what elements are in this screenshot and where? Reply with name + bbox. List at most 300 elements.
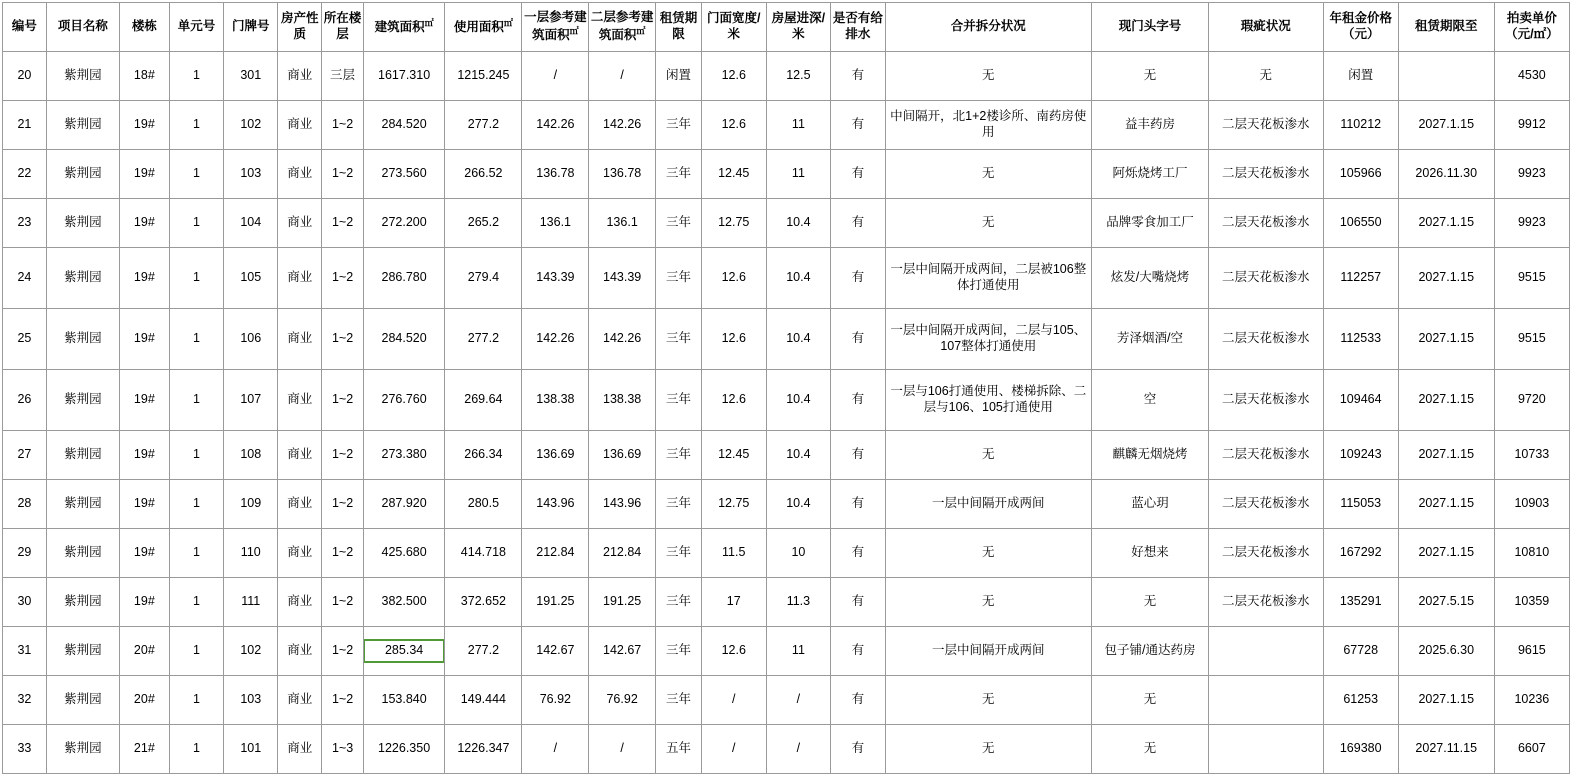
header-depth[interactable]: 房屋进深/米: [766, 3, 831, 52]
cell-door[interactable]: 106: [224, 309, 278, 370]
cell-depth[interactable]: /: [766, 676, 831, 725]
cell-no[interactable]: 33: [3, 725, 47, 774]
cell-door[interactable]: 110: [224, 529, 278, 578]
cell-build-area[interactable]: 1226.350: [363, 725, 444, 774]
cell-f2-area[interactable]: 136.69: [589, 431, 656, 480]
cell-use-area[interactable]: 269.64: [445, 370, 522, 431]
cell-building[interactable]: 19#: [119, 309, 169, 370]
cell-floor[interactable]: 1~2: [322, 370, 364, 431]
cell-floor[interactable]: 1~2: [322, 150, 364, 199]
cell-use-area[interactable]: 266.34: [445, 431, 522, 480]
cell-use-area[interactable]: 280.5: [445, 480, 522, 529]
cell-no[interactable]: 23: [3, 199, 47, 248]
cell-project[interactable]: 紫荆园: [46, 578, 119, 627]
cell-no[interactable]: 31: [3, 627, 47, 676]
cell-door[interactable]: 109: [224, 480, 278, 529]
cell-unit[interactable]: 1: [169, 150, 223, 199]
cell-depth[interactable]: 10.4: [766, 309, 831, 370]
cell-annual-rent[interactable]: 112257: [1323, 248, 1398, 309]
cell-f2-area[interactable]: 136.78: [589, 150, 656, 199]
cell-use-area[interactable]: 266.52: [445, 150, 522, 199]
cell-unit-price[interactable]: 10236: [1494, 676, 1569, 725]
cell-no[interactable]: 32: [3, 676, 47, 725]
cell-building[interactable]: 19#: [119, 431, 169, 480]
cell-build-area[interactable]: 272.200: [363, 199, 444, 248]
header-f1-area[interactable]: [522, 3, 589, 52]
cell-merge-split[interactable]: 无: [885, 431, 1092, 480]
cell-f1-area[interactable]: 143.96: [522, 480, 589, 529]
header-unit-price[interactable]: 拍卖单价（元/㎡）: [1494, 3, 1569, 52]
cell-merge-split[interactable]: 无: [885, 578, 1092, 627]
cell-lease-until[interactable]: 2027.1.15: [1398, 248, 1494, 309]
header-build-area[interactable]: [363, 3, 444, 52]
cell-unit-price[interactable]: 10810: [1494, 529, 1569, 578]
header-width[interactable]: 门面宽度/米: [701, 3, 766, 52]
cell-unit-price[interactable]: 10359: [1494, 578, 1569, 627]
cell-build-area[interactable]: 1617.310: [363, 52, 444, 101]
cell-build-area[interactable]: 286.780: [363, 248, 444, 309]
cell-nature[interactable]: 商业: [278, 52, 322, 101]
cell-lease-term[interactable]: 三年: [656, 431, 702, 480]
cell-unit-price[interactable]: 9515: [1494, 248, 1569, 309]
cell-width[interactable]: 12.75: [701, 199, 766, 248]
cell-lease-term[interactable]: 三年: [656, 309, 702, 370]
cell-annual-rent[interactable]: 109464: [1323, 370, 1398, 431]
cell-lease-term[interactable]: 三年: [656, 480, 702, 529]
cell-floor[interactable]: 1~2: [322, 578, 364, 627]
cell-unit-price[interactable]: 10733: [1494, 431, 1569, 480]
cell-f2-area[interactable]: 136.1: [589, 199, 656, 248]
table-row[interactable]: [3, 480, 1570, 529]
cell-unit-price[interactable]: 9615: [1494, 627, 1569, 676]
cell-signboard[interactable]: 炫发/大嘴烧烤: [1092, 248, 1209, 309]
cell-defect[interactable]: 无: [1208, 52, 1323, 101]
cell-floor[interactable]: 1~2: [322, 480, 364, 529]
cell-building[interactable]: 19#: [119, 248, 169, 309]
cell-f1-area[interactable]: 191.25: [522, 578, 589, 627]
cell-unit[interactable]: 1: [169, 309, 223, 370]
table-row[interactable]: [3, 725, 1570, 774]
cell-build-area[interactable]: 153.840: [363, 676, 444, 725]
cell-defect[interactable]: 二层天花板渗水: [1208, 309, 1323, 370]
cell-building[interactable]: 20#: [119, 676, 169, 725]
cell-width[interactable]: 12.45: [701, 431, 766, 480]
cell-nature[interactable]: 商业: [278, 199, 322, 248]
cell-nature[interactable]: 商业: [278, 248, 322, 309]
cell-unit-price[interactable]: 6607: [1494, 725, 1569, 774]
cell-annual-rent[interactable]: 169380: [1323, 725, 1398, 774]
cell-signboard[interactable]: 无: [1092, 725, 1209, 774]
cell-f1-area[interactable]: 136.1: [522, 199, 589, 248]
cell-use-area[interactable]: 279.4: [445, 248, 522, 309]
cell-width[interactable]: 12.6: [701, 248, 766, 309]
cell-f2-area[interactable]: 142.26: [589, 101, 656, 150]
cell-lease-until[interactable]: 2027.1.15: [1398, 309, 1494, 370]
cell-lease-term[interactable]: 闲置: [656, 52, 702, 101]
cell-water[interactable]: 有: [831, 248, 885, 309]
cell-unit[interactable]: 1: [169, 370, 223, 431]
cell-floor[interactable]: 1~2: [322, 627, 364, 676]
header-no[interactable]: 编号: [3, 3, 47, 52]
cell-depth[interactable]: 10.4: [766, 248, 831, 309]
cell-water[interactable]: 有: [831, 370, 885, 431]
cell-water[interactable]: 有: [831, 309, 885, 370]
cell-signboard[interactable]: 芳泽烟酒/空: [1092, 309, 1209, 370]
cell-use-area[interactable]: 1226.347: [445, 725, 522, 774]
header-lease-until[interactable]: 租赁期限至: [1398, 3, 1494, 52]
cell-build-area[interactable]: 425.680: [363, 529, 444, 578]
cell-depth[interactable]: 10.4: [766, 480, 831, 529]
cell-width[interactable]: 12.6: [701, 52, 766, 101]
cell-build-area[interactable]: 284.520: [363, 309, 444, 370]
cell-use-area[interactable]: 265.2: [445, 199, 522, 248]
cell-width[interactable]: 12.45: [701, 150, 766, 199]
cell-lease-term[interactable]: 三年: [656, 199, 702, 248]
cell-defect[interactable]: [1208, 627, 1323, 676]
cell-project[interactable]: 紫荆园: [46, 199, 119, 248]
cell-lease-until[interactable]: 2027.5.15: [1398, 578, 1494, 627]
cell-building[interactable]: 19#: [119, 370, 169, 431]
header-water[interactable]: 是否有给排水: [831, 3, 885, 52]
header-project[interactable]: 项目名称: [46, 3, 119, 52]
cell-water[interactable]: 有: [831, 199, 885, 248]
cell-signboard[interactable]: 包子铺/通达药房: [1092, 627, 1209, 676]
table-row[interactable]: [3, 676, 1570, 725]
cell-door[interactable]: 101: [224, 725, 278, 774]
header-nature[interactable]: 房产性质: [278, 3, 322, 52]
header-defect[interactable]: 瑕疵状况: [1208, 3, 1323, 52]
cell-width[interactable]: 12.6: [701, 101, 766, 150]
cell-building[interactable]: 19#: [119, 101, 169, 150]
cell-f1-area[interactable]: /: [522, 52, 589, 101]
cell-annual-rent[interactable]: 112533: [1323, 309, 1398, 370]
cell-defect[interactable]: 二层天花板渗水: [1208, 248, 1323, 309]
cell-nature[interactable]: 商业: [278, 529, 322, 578]
cell-width[interactable]: /: [701, 725, 766, 774]
cell-merge-split[interactable]: 一层中间隔开成两间，二层被106整体打通使用: [885, 248, 1092, 309]
cell-nature[interactable]: 商业: [278, 370, 322, 431]
cell-unit[interactable]: 1: [169, 627, 223, 676]
cell-water[interactable]: 有: [831, 101, 885, 150]
cell-unit[interactable]: 1: [169, 52, 223, 101]
cell-defect[interactable]: 二层天花板渗水: [1208, 480, 1323, 529]
cell-width[interactable]: 11.5: [701, 529, 766, 578]
cell-lease-until[interactable]: 2027.11.15: [1398, 725, 1494, 774]
cell-unit[interactable]: 1: [169, 248, 223, 309]
cell-unit-price[interactable]: 9923: [1494, 199, 1569, 248]
cell-nature[interactable]: 商业: [278, 676, 322, 725]
cell-floor[interactable]: 1~2: [322, 431, 364, 480]
cell-depth[interactable]: 11: [766, 101, 831, 150]
cell-width[interactable]: 17: [701, 578, 766, 627]
cell-merge-split[interactable]: 无: [885, 529, 1092, 578]
cell-water[interactable]: 有: [831, 578, 885, 627]
cell-depth[interactable]: 10.4: [766, 431, 831, 480]
cell-merge-split[interactable]: 一层中间隔开成两间: [885, 480, 1092, 529]
cell-no[interactable]: 27: [3, 431, 47, 480]
cell-unit-price[interactable]: 4530: [1494, 52, 1569, 101]
cell-water[interactable]: 有: [831, 480, 885, 529]
cell-f1-area[interactable]: 136.69: [522, 431, 589, 480]
cell-unit[interactable]: 1: [169, 480, 223, 529]
header-building[interactable]: 楼栋: [119, 3, 169, 52]
cell-nature[interactable]: 商业: [278, 725, 322, 774]
cell-merge-split[interactable]: 无: [885, 52, 1092, 101]
cell-lease-until[interactable]: [1398, 52, 1494, 101]
cell-door[interactable]: 111: [224, 578, 278, 627]
cell-door[interactable]: 107: [224, 370, 278, 431]
cell-signboard[interactable]: 阿烁烧烤工厂: [1092, 150, 1209, 199]
cell-merge-split[interactable]: 一层与106打通使用、楼梯拆除、二层与106、105打通使用: [885, 370, 1092, 431]
cell-annual-rent[interactable]: 167292: [1323, 529, 1398, 578]
cell-unit[interactable]: 1: [169, 529, 223, 578]
cell-f1-area[interactable]: 138.38: [522, 370, 589, 431]
cell-build-area[interactable]: 273.380: [363, 431, 444, 480]
cell-f2-area[interactable]: 191.25: [589, 578, 656, 627]
cell-f1-area[interactable]: 143.39: [522, 248, 589, 309]
cell-depth[interactable]: 10: [766, 529, 831, 578]
cell-defect[interactable]: 二层天花板渗水: [1208, 529, 1323, 578]
table-row[interactable]: [3, 309, 1570, 370]
cell-floor[interactable]: 三层: [322, 52, 364, 101]
cell-lease-until[interactable]: 2025.6.30: [1398, 627, 1494, 676]
cell-lease-until[interactable]: 2027.1.15: [1398, 370, 1494, 431]
cell-no[interactable]: 22: [3, 150, 47, 199]
cell-lease-term[interactable]: 三年: [656, 370, 702, 431]
cell-unit-price[interactable]: 10903: [1494, 480, 1569, 529]
cell-signboard[interactable]: 麒麟无烟烧烤: [1092, 431, 1209, 480]
cell-no[interactable]: 25: [3, 309, 47, 370]
header-annual-rent[interactable]: 年租金价格（元）: [1323, 3, 1398, 52]
cell-unit[interactable]: 1: [169, 725, 223, 774]
cell-lease-term[interactable]: 三年: [656, 627, 702, 676]
cell-f2-area[interactable]: 142.26: [589, 309, 656, 370]
cell-no[interactable]: 20: [3, 52, 47, 101]
cell-f2-area[interactable]: /: [589, 725, 656, 774]
cell-width[interactable]: 12.6: [701, 370, 766, 431]
cell-f2-area[interactable]: 138.38: [589, 370, 656, 431]
cell-nature[interactable]: 商业: [278, 431, 322, 480]
cell-nature[interactable]: 商业: [278, 578, 322, 627]
table-row[interactable]: [3, 248, 1570, 309]
cell-merge-split[interactable]: 无: [885, 725, 1092, 774]
cell-f2-area[interactable]: 76.92: [589, 676, 656, 725]
cell-water[interactable]: 有: [831, 431, 885, 480]
cell-defect[interactable]: 二层天花板渗水: [1208, 370, 1323, 431]
cell-building[interactable]: 18#: [119, 52, 169, 101]
cell-door[interactable]: 103: [224, 676, 278, 725]
cell-lease-until[interactable]: 2027.1.15: [1398, 199, 1494, 248]
cell-unit[interactable]: 1: [169, 101, 223, 150]
header-floor[interactable]: 所在楼层: [322, 3, 364, 52]
table-row[interactable]: [3, 101, 1570, 150]
cell-no[interactable]: 24: [3, 248, 47, 309]
cell-defect[interactable]: 二层天花板渗水: [1208, 101, 1323, 150]
cell-unit[interactable]: 1: [169, 578, 223, 627]
table-row[interactable]: [3, 529, 1570, 578]
cell-width[interactable]: 12.6: [701, 309, 766, 370]
cell-lease-term[interactable]: 三年: [656, 101, 702, 150]
cell-depth[interactable]: /: [766, 725, 831, 774]
cell-no[interactable]: 30: [3, 578, 47, 627]
cell-lease-until[interactable]: 2027.1.15: [1398, 676, 1494, 725]
cell-signboard[interactable]: 益丰药房: [1092, 101, 1209, 150]
cell-project[interactable]: 紫荆园: [46, 101, 119, 150]
cell-project[interactable]: 紫荆园: [46, 370, 119, 431]
cell-width[interactable]: 12.75: [701, 480, 766, 529]
header-use-area[interactable]: [445, 3, 522, 52]
cell-annual-rent[interactable]: 67728: [1323, 627, 1398, 676]
header-lease-term[interactable]: 租赁期限: [656, 3, 702, 52]
cell-water[interactable]: 有: [831, 676, 885, 725]
table-row[interactable]: [3, 627, 1570, 676]
cell-defect[interactable]: 二层天花板渗水: [1208, 578, 1323, 627]
cell-door[interactable]: 103: [224, 150, 278, 199]
cell-build-area[interactable]: 273.560: [363, 150, 444, 199]
cell-lease-term[interactable]: 三年: [656, 150, 702, 199]
cell-merge-split[interactable]: 中间隔开，北1+2楼诊所、南药房使用: [885, 101, 1092, 150]
cell-depth[interactable]: 10.4: [766, 199, 831, 248]
cell-f1-area[interactable]: /: [522, 725, 589, 774]
cell-door[interactable]: 301: [224, 52, 278, 101]
cell-merge-split[interactable]: 无: [885, 676, 1092, 725]
cell-lease-term[interactable]: 三年: [656, 529, 702, 578]
cell-door[interactable]: 102: [224, 101, 278, 150]
cell-f1-area[interactable]: 142.67: [522, 627, 589, 676]
cell-project[interactable]: 紫荆园: [46, 480, 119, 529]
cell-signboard[interactable]: 蓝心玥: [1092, 480, 1209, 529]
cell-floor[interactable]: 1~2: [322, 248, 364, 309]
cell-lease-until[interactable]: 2027.1.15: [1398, 431, 1494, 480]
cell-water[interactable]: 有: [831, 150, 885, 199]
cell-f2-area[interactable]: 212.84: [589, 529, 656, 578]
cell-lease-term[interactable]: 三年: [656, 248, 702, 309]
cell-build-area[interactable]: [363, 627, 444, 676]
cell-signboard[interactable]: 好想来: [1092, 529, 1209, 578]
cell-unit[interactable]: 1: [169, 676, 223, 725]
cell-use-area[interactable]: 372.652: [445, 578, 522, 627]
cell-signboard[interactable]: 无: [1092, 52, 1209, 101]
cell-no[interactable]: 29: [3, 529, 47, 578]
cell-f1-area[interactable]: 142.26: [522, 101, 589, 150]
cell-building[interactable]: 20#: [119, 627, 169, 676]
cell-building[interactable]: 19#: [119, 480, 169, 529]
cell-use-area[interactable]: 149.444: [445, 676, 522, 725]
cell-building[interactable]: 19#: [119, 529, 169, 578]
cell-door[interactable]: 102: [224, 627, 278, 676]
cell-annual-rent[interactable]: 115053: [1323, 480, 1398, 529]
cell-building[interactable]: 19#: [119, 578, 169, 627]
cell-water[interactable]: 有: [831, 52, 885, 101]
cell-lease-until[interactable]: 2027.1.15: [1398, 101, 1494, 150]
cell-nature[interactable]: 商业: [278, 309, 322, 370]
cell-unit-price[interactable]: 9912: [1494, 101, 1569, 150]
cell-floor[interactable]: 1~2: [322, 101, 364, 150]
table-row[interactable]: [3, 52, 1570, 101]
cell-f1-area[interactable]: 142.26: [522, 309, 589, 370]
cell-unit[interactable]: 1: [169, 199, 223, 248]
table-row[interactable]: [3, 370, 1570, 431]
cell-lease-term[interactable]: 三年: [656, 578, 702, 627]
cell-project[interactable]: 紫荆园: [46, 150, 119, 199]
cell-door[interactable]: 105: [224, 248, 278, 309]
cell-depth[interactable]: 10.4: [766, 370, 831, 431]
cell-lease-until[interactable]: 2026.11.30: [1398, 150, 1494, 199]
cell-project[interactable]: 紫荆园: [46, 725, 119, 774]
cell-f1-area[interactable]: 212.84: [522, 529, 589, 578]
cell-build-area[interactable]: 276.760: [363, 370, 444, 431]
cell-annual-rent[interactable]: 闲置: [1323, 52, 1398, 101]
cell-project[interactable]: 紫荆园: [46, 309, 119, 370]
cell-defect[interactable]: 二层天花板渗水: [1208, 150, 1323, 199]
cell-merge-split[interactable]: 无: [885, 150, 1092, 199]
cell-annual-rent[interactable]: 109243: [1323, 431, 1398, 480]
cell-annual-rent[interactable]: 106550: [1323, 199, 1398, 248]
cell-lease-until[interactable]: 2027.1.15: [1398, 529, 1494, 578]
cell-no[interactable]: 26: [3, 370, 47, 431]
cell-door[interactable]: 104: [224, 199, 278, 248]
cell-nature[interactable]: 商业: [278, 480, 322, 529]
cell-depth[interactable]: 11: [766, 150, 831, 199]
cell-depth[interactable]: 11: [766, 627, 831, 676]
table-row[interactable]: [3, 199, 1570, 248]
cell-width[interactable]: 12.6: [701, 627, 766, 676]
cell-water[interactable]: 有: [831, 725, 885, 774]
cell-nature[interactable]: 商业: [278, 627, 322, 676]
cell-f2-area[interactable]: 143.96: [589, 480, 656, 529]
cell-nature[interactable]: 商业: [278, 101, 322, 150]
cell-signboard[interactable]: 空: [1092, 370, 1209, 431]
cell-water[interactable]: 有: [831, 529, 885, 578]
cell-signboard[interactable]: 无: [1092, 578, 1209, 627]
cell-no[interactable]: 21: [3, 101, 47, 150]
header-signboard[interactable]: 现门头字号: [1092, 3, 1209, 52]
cell-defect[interactable]: 二层天花板渗水: [1208, 199, 1323, 248]
cell-depth[interactable]: 12.5: [766, 52, 831, 101]
cell-depth[interactable]: 11.3: [766, 578, 831, 627]
cell-project[interactable]: 紫荆园: [46, 627, 119, 676]
cell-signboard[interactable]: 品牌零食加工厂: [1092, 199, 1209, 248]
cell-project[interactable]: 紫荆园: [46, 431, 119, 480]
cell-unit-price[interactable]: 9515: [1494, 309, 1569, 370]
cell-f2-area[interactable]: /: [589, 52, 656, 101]
cell-build-area[interactable]: 287.920: [363, 480, 444, 529]
cell-building[interactable]: 19#: [119, 150, 169, 199]
cell-merge-split[interactable]: 一层中间隔开成两间，二层与105、107整体打通使用: [885, 309, 1092, 370]
cell-f2-area[interactable]: 142.67: [589, 627, 656, 676]
cell-use-area[interactable]: 414.718: [445, 529, 522, 578]
cell-project[interactable]: 紫荆园: [46, 529, 119, 578]
cell-annual-rent[interactable]: 135291: [1323, 578, 1398, 627]
cell-merge-split[interactable]: 无: [885, 199, 1092, 248]
cell-floor[interactable]: 1~2: [322, 676, 364, 725]
table-row[interactable]: [3, 578, 1570, 627]
cell-build-area[interactable]: 382.500: [363, 578, 444, 627]
cell-f2-area[interactable]: 143.39: [589, 248, 656, 309]
header-f2-area[interactable]: [589, 3, 656, 52]
cell-defect[interactable]: [1208, 725, 1323, 774]
cell-no[interactable]: 28: [3, 480, 47, 529]
cell-use-area[interactable]: 277.2: [445, 309, 522, 370]
cell-lease-term[interactable]: 三年: [656, 676, 702, 725]
cell-water[interactable]: 有: [831, 627, 885, 676]
cell-build-area[interactable]: 284.520: [363, 101, 444, 150]
table-row[interactable]: [3, 150, 1570, 199]
cell-door[interactable]: 108: [224, 431, 278, 480]
cell-floor[interactable]: 1~2: [322, 199, 364, 248]
cell-floor[interactable]: 1~2: [322, 529, 364, 578]
cell-building[interactable]: 19#: [119, 199, 169, 248]
